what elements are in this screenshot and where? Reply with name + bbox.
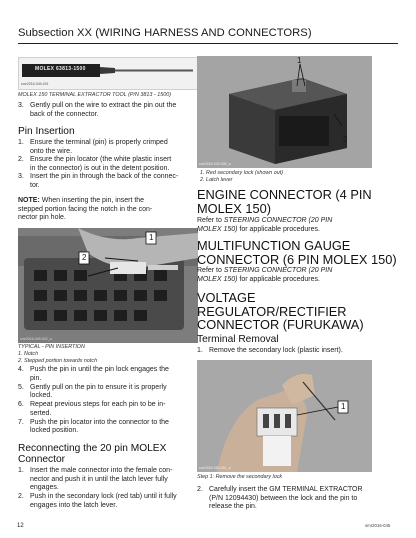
pin-insertion-heading: Pin Insertion [18, 126, 75, 137]
pin-insertion-steps [18, 139, 203, 190]
step-line: nector and push it in until the latch lever fully [30, 475, 168, 483]
step-line: Insert the male connector into the female con- [30, 467, 173, 474]
ref-link: MOLEX 150) [197, 275, 238, 283]
step-line: Insert the pin in through the back of the connec- [30, 173, 179, 180]
caption-line: 2. Latch lever [200, 177, 233, 183]
step [18, 384, 203, 402]
heading-line: CONNECTOR (FURUKAWA) [197, 317, 364, 332]
caption-line: 1. Red secondary lock (shown out) [200, 170, 283, 176]
step-line: locked position. [30, 427, 79, 434]
reconnecting-heading [18, 443, 166, 465]
step-line: pin. [30, 374, 42, 382]
step [18, 139, 203, 156]
ref-suffix: for applicable procedures. [237, 225, 320, 233]
note-line: When inserting the pin, insert the [41, 197, 145, 204]
note-label: NOTE: [18, 197, 40, 204]
figure-pin-insertion [18, 228, 198, 343]
step-line: Repeat previous steps for each pin to be in- [30, 401, 166, 408]
heading-line: REGULATOR/RECTIFIER [197, 303, 347, 319]
heading-line: Reconnecting the 20 pin MOLEX [18, 443, 167, 454]
caption-line: 2. Stepped portion towards notch [18, 358, 98, 364]
figure-secondary-lock-removal [197, 360, 372, 472]
step [18, 173, 203, 190]
step-number: 1. [18, 139, 24, 146]
step-number: 2. [18, 493, 24, 500]
step-line: in the connector) is out in the detent position. [30, 164, 170, 172]
heading-line: Connector [18, 454, 66, 465]
figure-connector [197, 56, 372, 168]
step-number: 2. [18, 156, 24, 163]
figure-id: smr2016-049-002_a [20, 337, 52, 341]
callout-1: 1 [297, 56, 302, 65]
connector-captions [200, 170, 283, 184]
heading-line: CONNECTOR (6 PIN MOLEX 150) [197, 251, 397, 267]
step-line: locked. [30, 392, 53, 399]
step-line: engages into the latch lever. [30, 501, 118, 509]
figure-id: smr2016-049-005_a [199, 162, 231, 166]
engine-connector-heading [197, 188, 372, 215]
step-number: 5. [18, 383, 24, 391]
heading-line: MOLEX 150) [197, 200, 271, 216]
ref-link: STEERING CONNECTOR (20 PIN [223, 267, 333, 274]
callout-1: 1 [149, 233, 154, 242]
step-line: serted. [30, 409, 52, 417]
ref-suffix: for applicable procedures. [237, 275, 320, 283]
callout-1: 1 [341, 402, 346, 411]
ref-prefix: Refer to [197, 267, 224, 274]
step-line: engages. [30, 484, 59, 491]
step-line: onto the wire. [30, 147, 73, 155]
figure-extractor-tool [18, 57, 200, 90]
terminal-removal-heading: Terminal Removal [197, 334, 279, 345]
step-line: Push in the secondary lock (red tab) until it fully [30, 493, 177, 500]
secondary-lock-photo [197, 360, 372, 472]
step-number: 3. [18, 102, 24, 109]
tool-marking: MOLEX 63813-1500 [35, 66, 86, 72]
heading-line: MULTIFUNCTION GAUGE [197, 238, 351, 253]
figure-id: smr2016-049-001 [21, 82, 49, 86]
voltage-regulator-heading [197, 291, 364, 332]
callout-2: 2 [343, 135, 348, 144]
step-line: Carefully insert the GM TERMINAL EXTRACTOR [209, 486, 363, 493]
step-number: 6. [18, 401, 24, 408]
step [18, 401, 203, 419]
step-line: Push the pin locator into the connector to the [30, 418, 169, 426]
header-rule [18, 43, 398, 44]
reconnecting-steps [18, 467, 203, 511]
step [18, 419, 203, 437]
gauge-connector-ref [197, 267, 397, 284]
step-number: 4. [18, 366, 24, 373]
note-line: stepped portion facing the notch in the con- [18, 205, 153, 213]
step-line: (P/N 12094430) between the lock and the pin to [209, 494, 358, 502]
step-line: Ensure the terminal (pin) is properly crimped [30, 139, 168, 146]
heading-line: ENGINE CONNECTOR (4 PIN [197, 187, 372, 202]
engine-connector-ref [197, 217, 397, 234]
step-line: Gently pull on the pin to ensure it is properly [30, 383, 167, 391]
step [18, 467, 203, 493]
pin-figure-captions [18, 344, 203, 365]
connector-photo [197, 56, 372, 168]
pin-insertion-photo [18, 228, 198, 343]
ref-prefix: Refer to [197, 217, 224, 224]
figure-title: TYPICAL - PIN INSERTION [18, 344, 85, 350]
step-number: 7. [18, 418, 24, 426]
ref-link: MOLEX 150) [197, 225, 238, 233]
document-code: smr2016-045 [365, 523, 391, 528]
step-line: tor. [30, 181, 40, 189]
step-line: Gently pull on the wire to extract the pin out the [30, 102, 177, 109]
step [18, 156, 203, 173]
figure-caption: MOLEX 150 TERMINAL EXTRACTOR TOOL (P/N 3813 - 1500) [18, 92, 171, 98]
heading-line: VOLTAGE [197, 290, 256, 305]
step-number: 1. [197, 347, 203, 354]
step-number: 3. [18, 173, 24, 180]
step-line: Push the pin in until the pin lock engages the [30, 366, 169, 373]
note-block [18, 197, 203, 223]
removal-step-1 [197, 347, 397, 357]
step-number: 2. [197, 486, 203, 493]
step-line: Remove the secondary lock (plastic insert). [209, 347, 343, 354]
step-3 [18, 102, 198, 120]
step-line: Ensure the pin locator (the white plastic insert [30, 156, 172, 163]
caption-line: 1. Notch [18, 351, 39, 357]
step-line: release the pin. [209, 503, 257, 510]
removal-caption: Step 1: Remove the secondary lock [197, 474, 283, 480]
callout-2: 2 [82, 253, 87, 262]
pin-lock-steps [18, 366, 203, 436]
gauge-connector-heading [197, 239, 397, 266]
step [18, 366, 203, 384]
section-header: Subsection XX (WIRING HARNESS AND CONNECTORS) [18, 27, 312, 39]
page-number: 12 [17, 523, 24, 529]
note-line: nector pin hole. [18, 214, 66, 221]
ref-link: STEERING CONNECTOR (20 PIN [223, 217, 333, 224]
step-line: back of the connector. [30, 110, 99, 118]
step-number: 1. [18, 467, 24, 474]
step [18, 493, 203, 511]
figure-id: smr2016-050-001_a [199, 466, 231, 470]
